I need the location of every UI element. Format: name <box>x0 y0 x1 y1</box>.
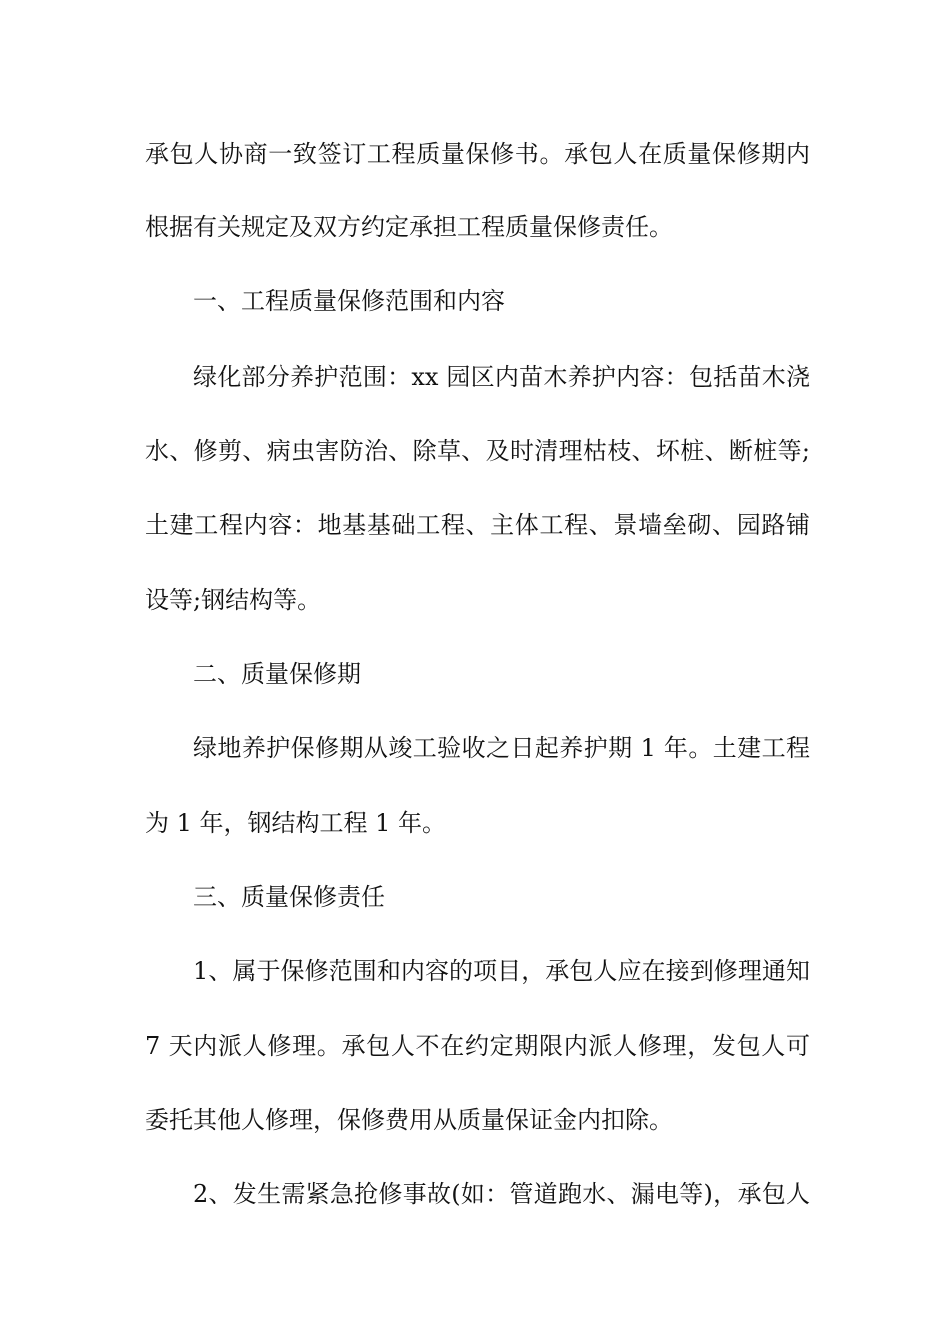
paragraph-line: 2、发生需紧急抢修事故(如：管道跑水、漏电等)，承包人 <box>193 1180 810 1208</box>
section-heading: 一、工程质量保修范围和内容 <box>193 287 505 315</box>
paragraph-line: 承包人协商一致签订工程质量保修书。承包人在质量保修期内 <box>145 140 810 168</box>
paragraph-line: 为 1 年，钢结构工程 1 年。 <box>145 809 447 837</box>
paragraph-line: 根据有关规定及双方约定承担工程质量保修责任。 <box>145 213 673 241</box>
paragraph-line: 水、修剪、病虫害防治、除草、及时清理枯枝、坏桩、断桩等; <box>145 437 810 465</box>
paragraph-line: 绿化部分养护范围：xx 园区内苗木养护内容：包括苗木浇 <box>193 363 810 391</box>
paragraph-line: 土建工程内容：地基基础工程、主体工程、景墙垒砌、园路铺 <box>145 511 810 539</box>
paragraph-line: 绿地养护保修期从竣工验收之日起养护期 1 年。土建工程 <box>193 734 810 762</box>
section-heading: 三、质量保修责任 <box>193 883 385 911</box>
paragraph-line: 设等;钢结构等。 <box>145 586 322 614</box>
section-heading: 二、质量保修期 <box>193 660 361 688</box>
paragraph-line: 1、属于保修范围和内容的项目，承包人应在接到修理通知 <box>193 957 810 985</box>
paragraph-line: 7 天内派人修理。承包人不在约定期限内派人修理，发包人可 <box>145 1032 810 1060</box>
paragraph-line: 委托其他人修理，保修费用从质量保证金内扣除。 <box>145 1106 673 1134</box>
